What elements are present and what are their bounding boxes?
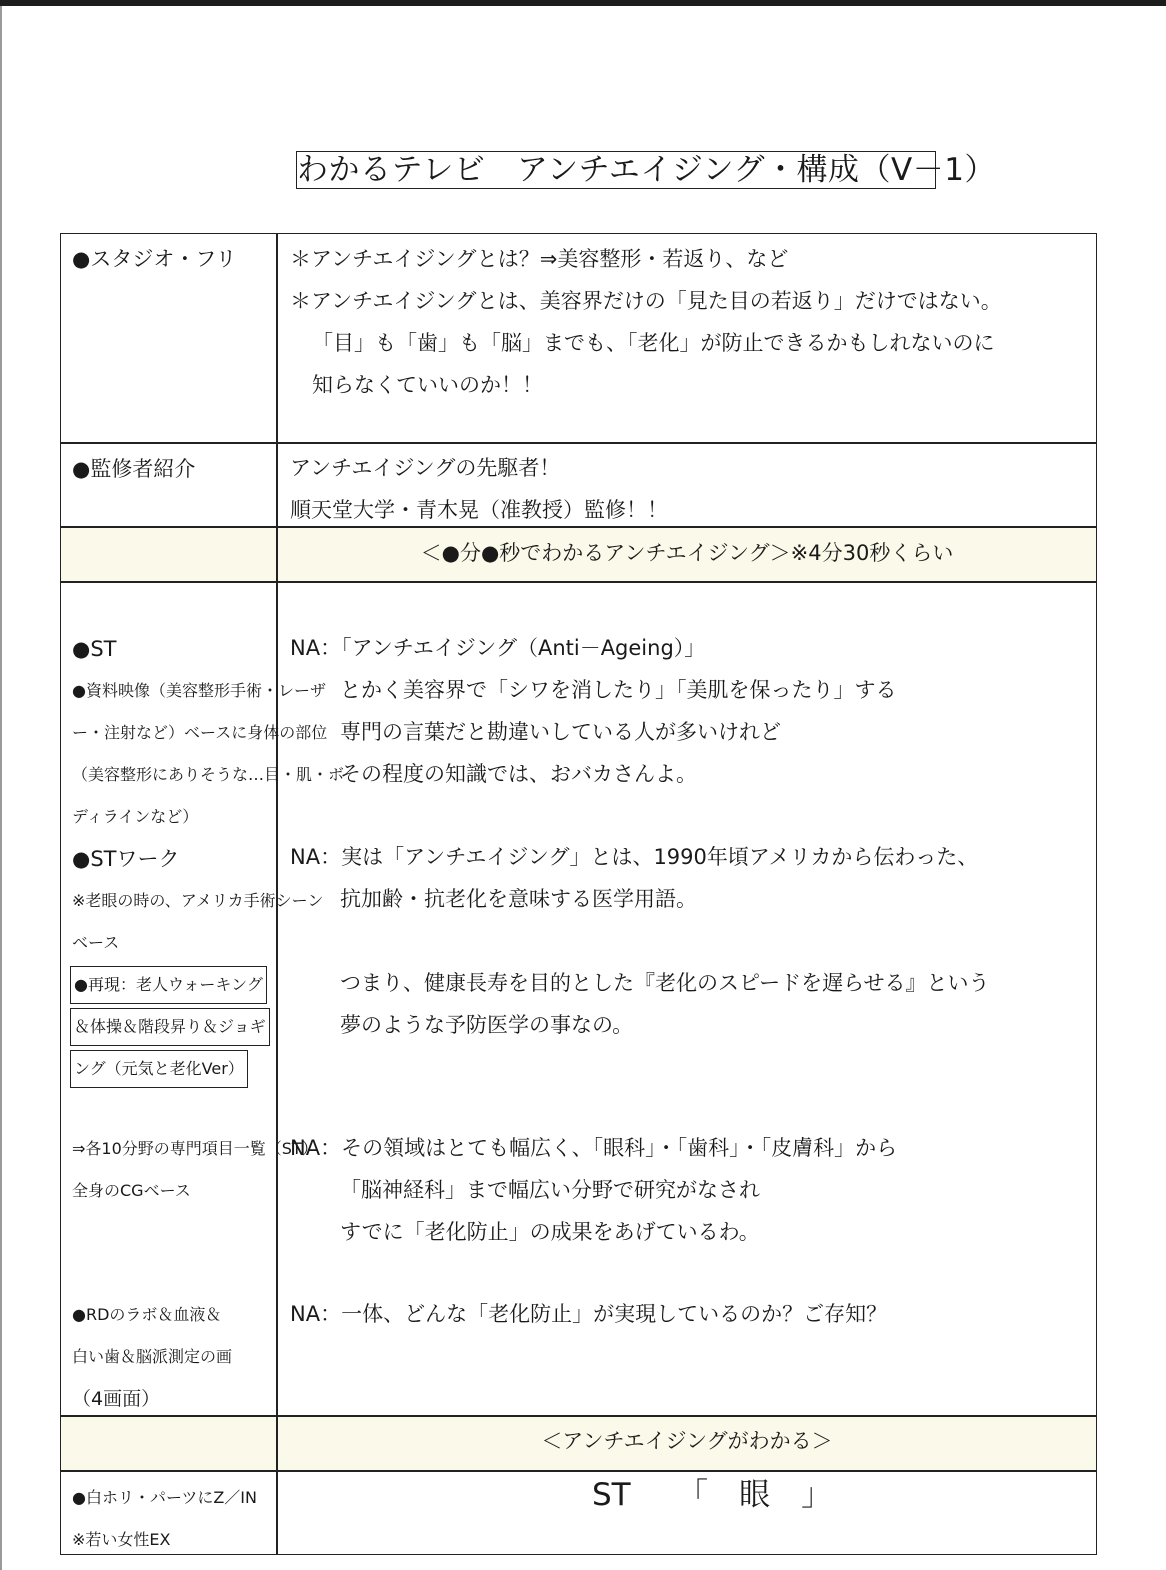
st-note: （美容整形にありそうな…目・肌・ボ [72,765,345,784]
fields-note: ⇒各10分野の専門項目一覧（ST） [72,1139,318,1158]
st-note: ディラインなど） [72,807,199,826]
narration-line: その程度の知識では、おバカさんよ。 [340,762,697,786]
narration-line: NA：一体、どんな「老化防止」が実現しているのか？ご存知？ [290,1302,888,1326]
reenactment-note: ●再現：老人ウォーキング [70,966,267,1004]
st-work-note: ※老眼の時の、アメリカ手術シーン [72,891,324,910]
eye-cue [72,1477,257,1561]
studio-line: ＊アンチエイジングとは、美容界だけの「見た目の若返り」だけではない。 [290,289,1002,313]
rd-note: （4画面） [72,1388,161,1410]
st-label: ●ST [72,637,117,661]
narration-line: すでに「老化防止」の成果をあげているわ。 [340,1220,760,1244]
st-note: ー・注射など）ベースに身体の部位 [72,723,328,742]
row-divider [60,1470,1097,1472]
fields-cue [72,1128,318,1212]
supervisor-label: ●監修者紹介 [72,457,196,481]
narration-line: とかく美容界で「シワを消したり」「美肌を保ったり」する [340,678,897,702]
narration-st [290,627,897,795]
st-work-note: ベース [72,933,120,952]
scan-left-edge [0,6,2,1570]
narration-st-work [290,836,990,1046]
supervisor-line: アンチエイジングの先駆者！ [290,456,561,480]
rd-note: 白い歯＆脳派測定の画 [72,1347,233,1366]
fields-note: 全身のCGベース [72,1181,191,1200]
row-divider [60,581,1097,583]
st-work-label: ●STワーク [72,847,180,871]
studio-content [290,238,1002,406]
supervisor-line: 順天堂大学・青木晃（准教授）監修！！ [290,498,668,522]
studio-line: 「目」も「歯」も「脳」までも、「老化」が防止できるかもしれないのに [312,331,995,355]
studio-line: 知らなくていいのか！！ [312,373,543,397]
row-divider [60,442,1097,444]
supervisor-content [290,447,668,531]
segment-heading: ＜アンチエイジングがわかる＞ [541,1429,833,1453]
st-note: ●資料映像（美容整形手術・レーザ [72,681,326,700]
narration-line: 抗加齢・抗老化を意味する医学用語。 [340,887,697,911]
reenactment-note: ＆体操＆階段昇り＆ジョギ [70,1008,270,1046]
segment-heading: ＜●分●秒でわかるアンチエイジング＞※4分30秒くらい [420,541,954,565]
rd-note: ●RDのラボ＆血液＆ [72,1305,222,1324]
scan-top-edge [0,0,1166,6]
narration-line: NA：その領域はとても幅広く、「眼科」・「歯科」・「皮膚科」から [290,1136,898,1160]
studio-label: ●スタジオ・フリ [72,247,237,271]
narration-rd [290,1293,887,1335]
document-title: わかるテレビ アンチエイジング・構成（V－1） [297,152,996,188]
narration-line: 夢のような予防医学の事なの。 [340,1013,634,1037]
eye-note: ●白ホリ・パーツにZ／IN [72,1488,257,1507]
narration-line: 専門の言葉だと勘違いしている人が多いけれど [340,720,781,744]
eye-segment-heading: ST 「 眼 」 [592,1477,833,1513]
studio-line: ＊アンチエイジングとは？⇒美容整形・若返り、など [290,247,789,271]
eye-note: ※若い女性EX [72,1530,171,1549]
narration-line: つまり、健康長寿を目的とした『老化のスピードを遅らせる』という [340,971,990,995]
narration-line: NA：「アンチエイジング（Anti－Ageing）」 [290,636,706,660]
reenactment-note: ング（元気と老化Ver） [70,1050,248,1088]
narration-fields [290,1127,897,1253]
narration-line: 「脳神経科」まで幅広い分野で研究がなされ [340,1178,760,1202]
narration-line: NA：実は「アンチエイジング」とは、1990年頃アメリカから伝わった、 [290,845,979,869]
rd-cue [72,1294,232,1420]
